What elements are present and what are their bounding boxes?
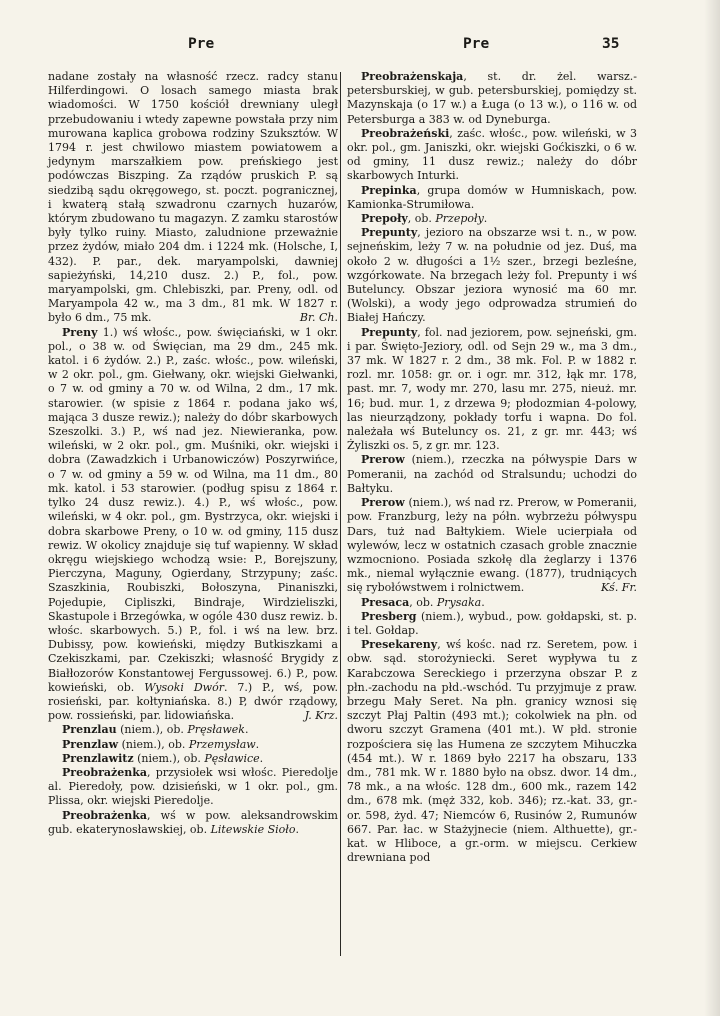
dictionary-entry: [347, 70, 637, 127]
dictionary-entry: [347, 496, 637, 595]
entry-headword: Prenzlau: [62, 723, 117, 737]
entry-text: , jezioro na obszarze wsi t. n., w pow. sejneńskim, leży 7 w. na południe od jez. Duś, ma około 2 w. długości a 1½ szer., brzegi bezleśne, wzgórkowate. Na brzegach leży fol. Prepunty i wś Buteluncy. Obszar jeziora wynosić ma 60 mr. (Wolski), a wody jego odprowadza strumień do Białej Hańczy.: [347, 226, 637, 325]
entry-headword: Prerow: [361, 496, 405, 510]
entry-headword: Prepunty: [361, 226, 418, 240]
cross-reference: Przemysław: [188, 737, 256, 751]
cross-reference: Pręsławek: [187, 723, 245, 737]
dictionary-entry: [347, 212, 637, 226]
entry-text: , st. dr. żel. warsz.-petersburskiej, w gub. petersburskiej, pomiędzy st. Mazynskaja (o 17 w.) a Ługa (o 13 w.), o 116 w. od Petersburga a 383 w. od Dyneburga.: [347, 70, 637, 126]
entry-headword: Preobrażenskaja: [361, 70, 464, 83]
entry-text: (niem.), ob.: [133, 751, 205, 765]
page-binding-shadow: [704, 0, 720, 1016]
entry-headword: Prenzlaw: [62, 737, 119, 751]
author-signature: Kś. Fr.: [600, 581, 637, 595]
entry-headword: Preobrażenka: [62, 765, 148, 779]
column-divider: [340, 72, 341, 956]
running-header-center: Pre: [463, 36, 490, 52]
cross-reference: Prysaka: [436, 595, 482, 609]
entry-text: (niem.), ob.: [116, 723, 188, 737]
dictionary-entry: [48, 738, 338, 752]
entry-headword: Presaca: [361, 595, 410, 609]
entry-headword: Presekareny: [361, 638, 438, 652]
dictionary-entry: [347, 638, 637, 865]
dictionary-entry: [48, 752, 338, 766]
entry-headword: Presberg: [361, 609, 417, 623]
entry-text: .: [295, 822, 299, 836]
dictionary-entry: [347, 610, 637, 638]
entry-continuation: [48, 70, 338, 326]
entry-headword: Preobrażenka: [62, 808, 148, 822]
entry-headword: Prepunty: [361, 325, 418, 339]
cross-reference: Przepoły: [435, 212, 484, 226]
entry-text: .: [244, 723, 249, 737]
dictionary-entry: [48, 809, 338, 837]
entry-text: , fol. nad jeziorem, pow. sejneński, gm. i par. Święto-Jeziory, odl. od Sejn 29 w., ma 3 dm., 37 mk. W 1827 r. 2 dm., 38 mk. Fol. P. w 1882 r. rozl. mr. 1058: gr. or. i ogr. mr. 312, łąk mr. 178, past. mr. 7, wody mr. 270, lasu mr. 275, nieuż. mr. 16; bud. mur. 1, z drzewa 9; płodozmian 4-polowy, las nieurządzony, pokłady torfu i wapna. Do fol. należała wś Buteluncy os. 21, z gr. mr. 443; wś Żyliszki os. 5, z gr. mr. 123.: [347, 325, 637, 453]
entry-text: .: [481, 595, 485, 609]
entry-headword: Prerow: [361, 453, 405, 467]
left-text-column: [48, 70, 338, 837]
entry-text: .: [483, 212, 488, 226]
entry-text: , ob.: [407, 212, 436, 226]
entry-text: .: [259, 751, 264, 765]
running-header-left: Pre: [188, 36, 215, 52]
entry-headword: Prepoły: [361, 212, 408, 226]
dictionary-entry: [347, 453, 637, 496]
dictionary-entry: [347, 596, 637, 610]
entry-text: 1.) wś włośc., pow. święciański, w 1 okr. pol., o 38 w. od Święcian, ma 29 dm., 245 mk. katol. i 6 żydów. 2.) P., zaśc. włośc., pow. wileński, w 2 okr. pol., gm. Giełwany, okr. wiejski Giełwanki, o 7 w. od gminy a 70 w. od Wilna, 2 dm., 17 mk. starowier. (w spisie z 1864 r. podana jako wś, mająca 3 dusze rewiz.); należy do dóbr skarbowych Szeszolki. 3.) P., wś nad jez. Niewieranka, pow. wileński, w 2 okr. pol., gm. Muśniki, okr. wiejski i dobra (Zawadzkich i Urbanowiczów) Poszyrwińce, o 7 w. od gminy a 59 w. od Wilna, ma 11 dm., 80 mk. katol. i 53 starowier. (podług spisu z 1864 r. tylko 24 dusz rewiz.). 4.) P., wś włośc., pow. wileński, w 4 okr. pol., gm. Bystrzyca, okr. wiejski i dobra skarbowe Preny, o 10 w. od gminy, 115 dusz rewiz. W okolicy znajduje się tuf wapienny. W skład okręgu wiejskiego wchodzą wsie: P., Borejszuny, Pierczyna, Maguny, Ogierdany, Strzypuny; zaśc. Szaszkinia, Roubiszki, Bołoszyna, Pinaniszki, Pojedupie, Cipliszki, Bindraje, Wirdzieliszki, Skastupole i Brzegówka, w ogóle 430 dusz rewiz. b. włośc. skarbowych. 5.) P., fol. i wś na lew. brz. Dubissy, pow. kowieński, między Butkiszkami a Czekiszkami, par. Czekiszki; własność Brygidy z Białłozorów Konstantowej Fergussowej. 6.) P., pow. kowieński, ob.: [48, 325, 338, 694]
entry-headword: Prenzlawitz: [62, 751, 134, 765]
entry-text: , ob.: [409, 595, 437, 609]
entry-text: (niem.), rzeczka na półwyspie Dars w Pomeranii, na zachód od Stralsundu; uchodzi do Bałtyku.: [347, 453, 637, 495]
cross-reference: Litewskie Sioło: [210, 822, 296, 836]
entry-headword: Preny: [62, 325, 98, 339]
entry-headword: Preobrażeński: [361, 126, 450, 140]
entry-headword: Prepinka: [361, 183, 417, 197]
entry-text: nadane zostały na własność rzecz. radcy stanu Hilferdingowi. O losach samego miasta brak wiadomości. W 1750 kościół drewniany uległ przebudowaniu i wtedy zapewne powstała przy nim murowana kaplica grobowa rodziny Szuksztów. W 1794 r. jest chwilowo miastem powiatowem a jedynym marszałkiem pow. preńskiego jest podówczas Biszping. Za rządów pruskich P. są siedzibą sądu okręgowego, st. poczt. pogranicznej, i kwaterą stałą szwadronu czarnych huzarów, którym zbudowano tu magazyn. Z zamku starostów były tylko ruiny. Miasto, zaludnione przeważnie przez żydów, miało 204 dm. i 1224 mk. (Holsche, I, 432). P. par., dek. maryampolski, dawniej sapieżyński, 14,210 dusz. 2.) P., fol., pow. maryampolski, gm. Chlebiszki, par. Preny, odl. od Maryampola 42 w., ma 3 dm., 81 mk. W 1827 r. było 6 dm., 75 mk.: [48, 70, 338, 325]
dictionary-entry: [347, 226, 637, 325]
dictionary-entry: [48, 723, 338, 737]
entry-text: . 7.) P., wś, pow. rosieński, par. kołtyniańska. 8.) P, dwór rządowy, pow. rossieński, par. lidowiańska.: [48, 680, 339, 723]
entry-text: (niem.), wybud., pow. gołdapski, st. p. i tel. Gołdap.: [347, 609, 637, 637]
author-signature: Br. Ch.: [299, 311, 338, 325]
entry-text: , zaśc. włośc., pow. wileński, w 3 okr. pol., gm. Janiszki, okr. wiejski Goćkiszki, o 6 w. od gminy, 11 dusz rewiz.; należy do dóbr skarbowych Inturki.: [347, 126, 637, 183]
dictionary-entry: [347, 184, 637, 212]
page-number: 35: [602, 36, 620, 52]
entry-text: .: [255, 737, 260, 751]
author-signature: J. Krz.: [304, 709, 338, 723]
cross-reference: Pęsławice: [204, 751, 260, 765]
dictionary-entry: [347, 326, 637, 454]
cross-reference: Wysoki Dwór: [144, 680, 224, 694]
dictionary-entry: [48, 326, 338, 724]
dictionary-entry: [347, 127, 637, 184]
entry-text: , grupa domów w Humniskach, pow. Kamionka-Strumiłowa.: [347, 183, 637, 211]
entry-text: , wś kośc. nad rz. Seretem, pow. i obw. sąd. storożyniecki. Seret wypływa tu z Karabczowa Sereckiego i przerzyna obszar P. z płn.-zachodu na płd.-wschód. Tu przyjmuje z praw. brzegu Mały Seret. Na płn. granicy wznosi się szczyt Płaj Paltin (493 mt.); cokolwiek na płn. od dworu szczyt Gramena (401 mt.). W płd. stronie rozpościera się las Humena ze szczytem Mihuczka (454 mt.). W r. 1869 było 2217 ha obszaru, 133 dm., 781 mk. W r. 1880 było na obsz. dwor. 14 dm., 78 mk., a na włośc. 128 dm., 600 mk., razem 142 dm., 678 mk. (męż 332, kob. 346); rz.-kat. 33, gr.-or. 598, żyd. 47; Niemców 6, Rusinów 2, Rumunów 667. Par. łac. w Stażyjnecie (niem. Althuette), gr.-kat. w Hliboce, a gr.-orm. w miejscu. Cerkiew drewniana pod: [347, 638, 637, 865]
right-text-column: [347, 70, 637, 865]
entry-text: (niem.), ob.: [118, 737, 189, 751]
entry-text: , wś w pow. aleksandrowskim gub. ekaterynosławskiej, ob.: [48, 808, 338, 836]
entry-text: , przysiołek wsi włośc. Pieredolje al. Pieredoły, pow. dzisieński, w 1 okr. pol., gm. Plissa, okr. wiejski Pieredolje.: [48, 765, 338, 808]
dictionary-entry: [48, 766, 338, 809]
entry-text: (niem.), wś nad rz. Prerow, w Pomeranii, pow. Franzburg, leży na półn. wybrzeżu półwyspu Dars, tuż nad Bałtykiem. Wiele ucierpiała od wylewów, lecz w ostatnich czasach groble znacznie wzmocniono. Posiada szkołę dla żeglarzy i 1376 mk., niemal wyłącznie ewang. (1877), trudniących się rybołówstwem i rolnictwem.: [347, 496, 637, 595]
